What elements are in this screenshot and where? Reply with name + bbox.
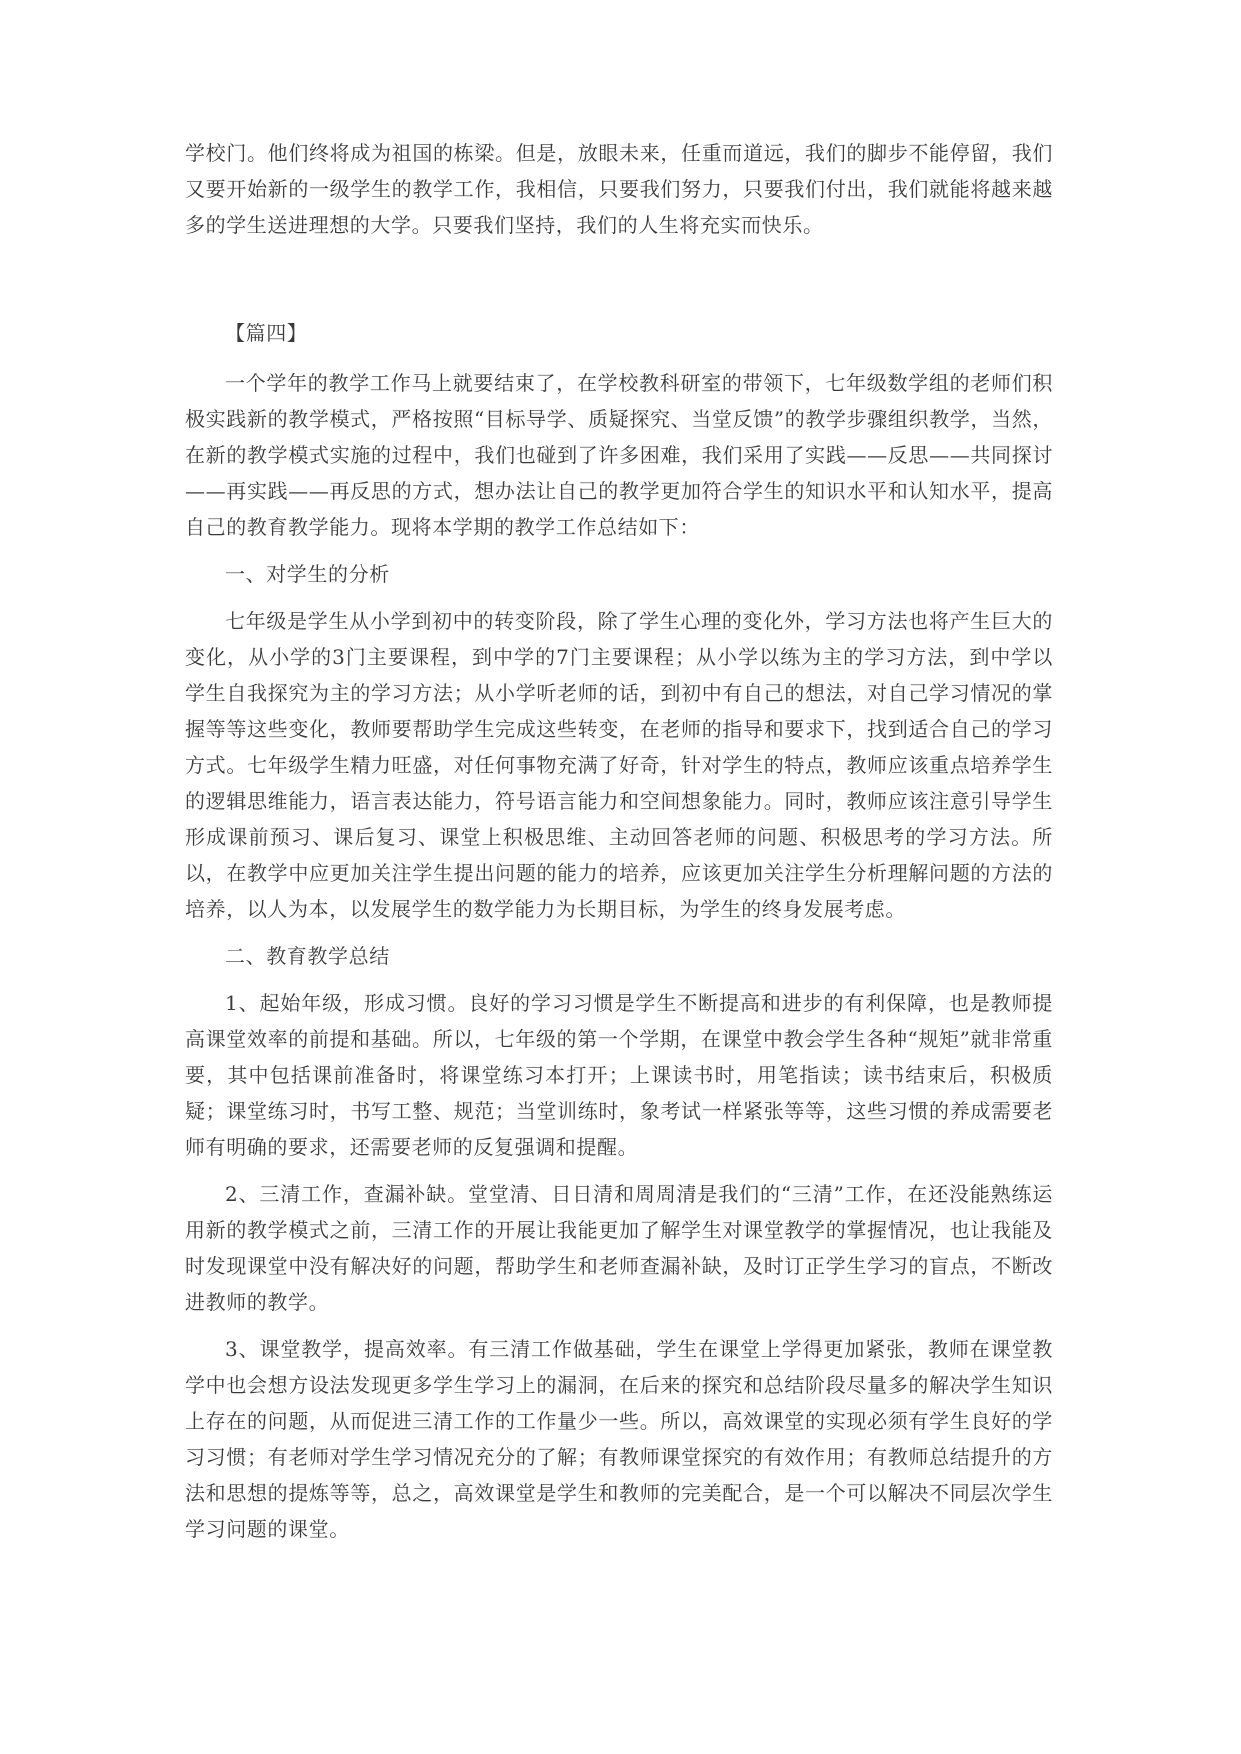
paragraph-point-1: 1、起始年级，形成习惯。良好的学习习惯是学生不断提高和进步的有利保障，也是教师提高课堂效率的前提和基础。所以，七年级的第一个学期，在课堂中教会学生各种“规矩”就非常重要，其中包括课前准备时，将课堂练习本打开；上课读书时，用笔指读；读书结束后，积极质疑；课堂练习时，书写工整、规范；当堂训练时，象考试一样紧张等等，这些习惯的养成需要老师有明确的要求，还需要老师的反复强调和提醒。	[185, 991, 1053, 1159]
paragraph-point-2: 2、三清工作，查漏补缺。堂堂清、日日清和周周清是我们的“三清”工作，在还没能熟练运用新的教学模式之前，三清工作的开展让我能更加了解学生对课堂教学的掌握情况，也让我能及时发现课堂中没有解决好的问题，帮助学生和老师查漏补缺，及时订正学生学习的盲点，不断改进教师的教学。	[185, 1182, 1053, 1314]
heading-student-analysis: 一、对学生的分析	[225, 562, 390, 586]
section-title-part-four: 【篇四】	[225, 321, 308, 345]
paragraph-intro: 一个学年的教学工作马上就要结束了，在学校教科研室的带领下，七年级数学组的老师们积极实践新的教学模式，严格按照“目标导学、质疑探究、当堂反馈”的教学步骤组织教学，当然，在新的教学模式实施的过程中，我们也碰到了许多困难，我们采用了实践——反思——共同探讨——再实践——再反思的方式，想办法让自己的教学更加符合学生的知识水平和认知水平，提高自己的教育教学能力。现将本学期的教学工作总结如下：	[185, 371, 1053, 539]
paragraph-point-3: 3、课堂教学，提高效率。有三清工作做基础，学生在课堂上学得更加紧张，教师在课堂教学中也会想方设法发现更多学生学习上的漏洞，在后来的探究和总结阶段尽量多的解决学生知识上存在的问题，从而促进三清工作的工作量少一些。所以，高效课堂的实现必须有学生良好的学习习惯；有老师对学生学习情况充分的了解；有教师课堂探究的有效作用；有教师总结提升的方法和思想的提炼等等，总之，高效课堂是学生和教师的完美配合，是一个可以解决不同层次学生学习问题的课堂。	[185, 1337, 1053, 1541]
document-body	[185, 135, 1053, 1558]
paragraph-student-analysis: 七年级是学生从小学到初中的转变阶段，除了学生心理的变化外，学习方法也将产生巨大的变化，从小学的3门主要课程，到中学的7门主要课程；从小学以练为主的学习方法，到中学以学生自我探究为主的学习方法；从小学听老师的话，到初中有自己的想法，对自己学习情况的掌握等等这些变化，教师要帮助学生完成这些转变，在老师的指导和要求下，找到适合自己的学习方式。七年级学生精力旺盛，对任何事物充满了好奇，针对学生的特点，教师应该重点培养学生的逻辑思维能力，语言表达能力，符号语言能力和空间想象能力。同时，教师应该注意引导学生形成课前预习、课后复习、课堂上积极思维、主动回答老师的问题、积极思考的学习方法。所以，在教学中应更加关注学生提出问题的能力的培养，应该更加关注学生分析理解问题的方法的培养，以人为本，以发展学生的数学能力为长期目标，为学生的终身发展考虑。	[185, 609, 1053, 921]
paragraph-continuation: 学校门。他们终将成为祖国的栋梁。但是，放眼未来，任重而道远，我们的脚步不能停留，我们又要开始新的一级学生的教学工作，我相信，只要我们努力，只要我们付出，我们就能将越来越多的学生送进理想的大学。只要我们坚持，我们的人生将充实而快乐。	[185, 141, 1053, 237]
heading-teaching-summary: 二、教育教学总结	[225, 944, 390, 968]
